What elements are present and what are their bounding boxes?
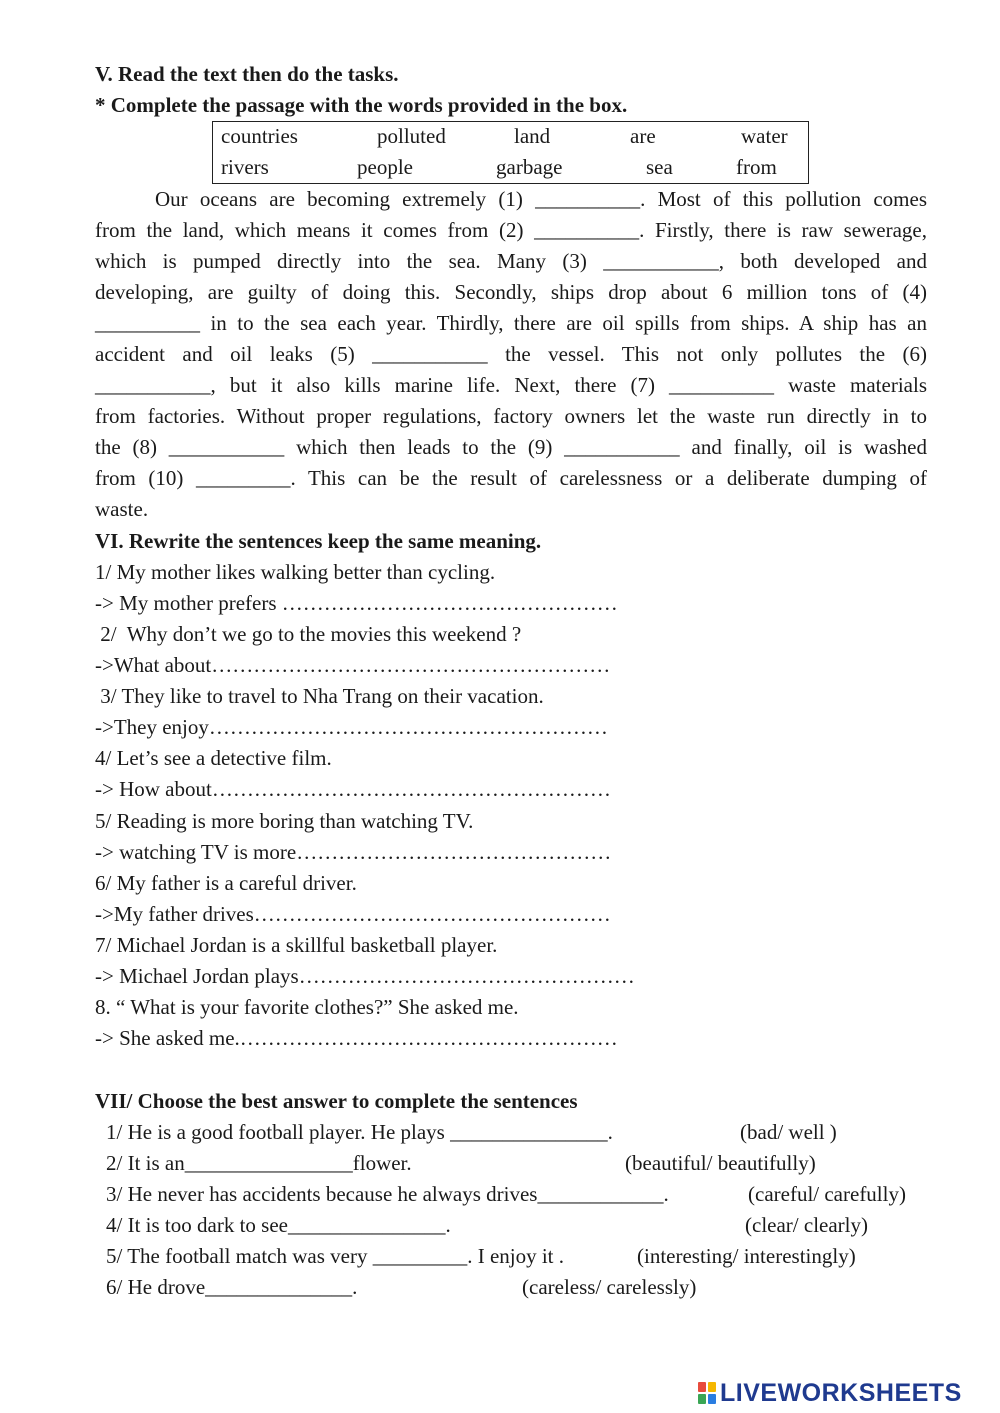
passage-line: from factories. Without proper regulations, factory owners let the waste run directly in to [95, 404, 927, 428]
word-box-word: polluted [377, 124, 446, 148]
passage-line: Our oceans are becoming extremely (1) __________. Most of this pollution comes [155, 187, 927, 211]
liveworksheets-logo-text: LIVEWORKSHEETS [720, 1378, 962, 1407]
rewrite-answer-line: -> How about………………………………………………… [95, 777, 611, 801]
rewrite-prompt: 6/ My father is a careful driver. [95, 871, 357, 895]
rewrite-prompt: 4/ Let’s see a detective film. [95, 746, 332, 770]
rewrite-answer-line: -> watching TV is more……………………………………… [95, 840, 612, 864]
word-box-word: countries [221, 124, 298, 148]
liveworksheets-logo-icon [698, 1382, 718, 1404]
rewrite-prompt: 1/ My mother likes walking better than cycling. [95, 560, 496, 584]
choice-question: 5/ The football match was very _________. I enjoy it . [106, 1244, 565, 1268]
choice-options: (clear/ clearly) [745, 1213, 868, 1237]
passage-line: from (10) _________. This can be the result of carelessness or a deliberate dumping of [95, 466, 927, 490]
passage-line: which is pumped directly into the sea. Many (3) ___________, both developed and [95, 249, 927, 273]
section-5-subtitle: * Complete the passage with the words provided in the box. [95, 93, 628, 117]
section-6-title: VI. Rewrite the sentences keep the same meaning. [95, 529, 542, 553]
word-box-word: people [357, 155, 413, 179]
choice-question: 1/ He is a good football player. He plays _______________. [106, 1120, 613, 1144]
rewrite-prompt: 2/ Why don’t we go to the movies this weekend ? [95, 622, 522, 646]
choice-question: 6/ He drove______________. [106, 1275, 358, 1299]
passage-line: waste. [95, 497, 149, 521]
section-7-title: VII/ Choose the best answer to complete the sentences [95, 1089, 578, 1113]
word-box-word: from [736, 155, 777, 179]
rewrite-answer-line: ->What about………………………………………………… [95, 653, 611, 677]
word-box-word: sea [646, 155, 673, 179]
word-box-word: land [514, 124, 551, 148]
choice-options: (interesting/ interestingly) [637, 1244, 856, 1268]
rewrite-prompt: 8. “ What is your favorite clothes?” She asked me. [95, 995, 519, 1019]
choice-question: 3/ He never has accidents because he always drives____________. [106, 1182, 669, 1206]
word-box-word: rivers [221, 155, 269, 179]
passage-line: developing, are guilty of doing this. Secondly, ships drop about 6 million tons of (4) [95, 280, 927, 304]
passage-line: accident and oil leaks (5) ___________ the vessel. This not only pollutes the (6) [95, 342, 927, 366]
liveworksheets-logo [698, 1380, 962, 1406]
word-box-word: water [741, 124, 788, 148]
passage-line: ___________, but it also kills marine life. Next, there (7) __________ waste materials [95, 373, 927, 397]
word-box-word: garbage [496, 155, 563, 179]
passage-line: __________ in to the sea each year. Thirdly, there are oil spills from ships. A ship has an [95, 311, 927, 335]
choice-question: 2/ It is an________________flower. [106, 1151, 412, 1175]
word-box-word: are [630, 124, 656, 148]
choice-question: 4/ It is too dark to see_______________. [106, 1213, 451, 1237]
rewrite-prompt: 7/ Michael Jordan is a skillful basketball player. [95, 933, 498, 957]
choice-options: (careless/ carelessly) [522, 1275, 697, 1299]
rewrite-answer-line: ->They enjoy………………………………………………… [95, 715, 608, 739]
choice-options: (bad/ well ) [740, 1120, 837, 1144]
rewrite-answer-line: -> Michael Jordan plays………………………………………… [95, 964, 635, 988]
choice-options: (careful/ carefully) [748, 1182, 906, 1206]
rewrite-prompt: 5/ Reading is more boring than watching TV. [95, 809, 474, 833]
rewrite-answer-line: -> She asked me.……………………………………………… [95, 1026, 618, 1050]
rewrite-prompt: 3/ They like to travel to Nha Trang on their vacation. [95, 684, 544, 708]
choice-options: (beautiful/ beautifully) [625, 1151, 816, 1175]
rewrite-answer-line: -> My mother prefers ………………………………………… [95, 591, 618, 615]
rewrite-answer-line: ->My father drives…………………………………………… [95, 902, 611, 926]
passage-line: the (8) ___________ which then leads to the (9) ___________ and finally, oil is washed [95, 435, 927, 459]
passage-line: from the land, which means it comes from (2) __________. Firstly, there is raw sewerage, [95, 218, 927, 242]
section-5-title: V. Read the text then do the tasks. [95, 62, 399, 86]
